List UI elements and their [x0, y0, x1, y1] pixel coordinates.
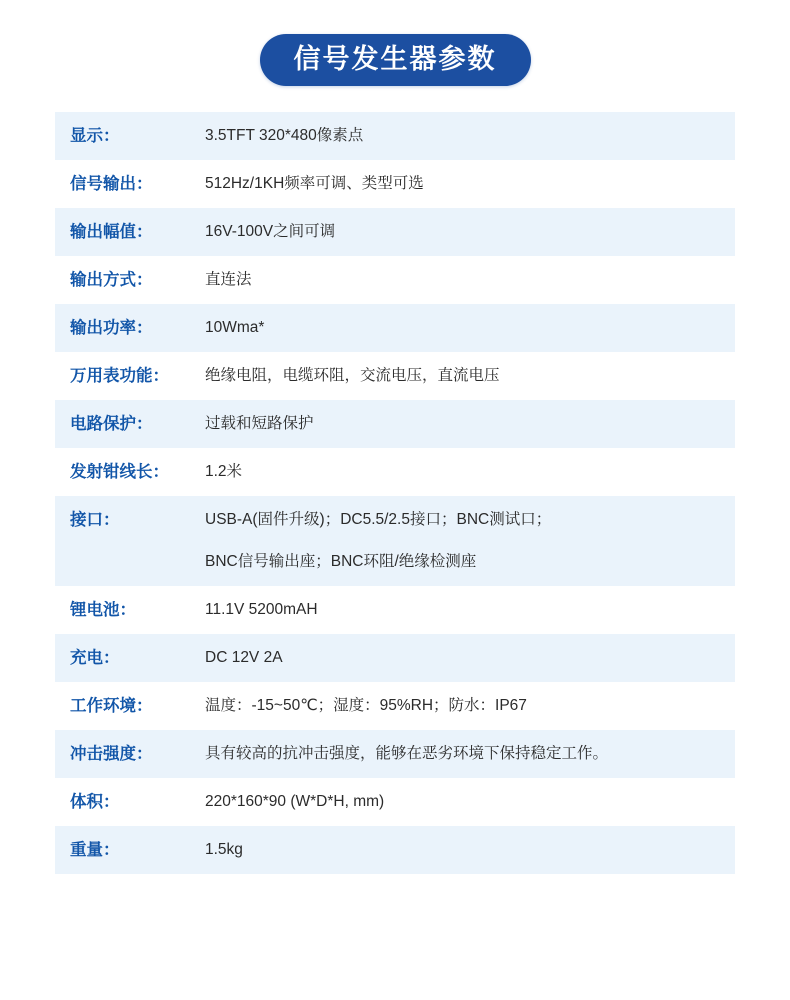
spec-value: [205, 208, 735, 256]
table-row: [55, 496, 735, 586]
spec-label: 万用表功能：: [70, 367, 169, 386]
spec-value-line: 温度：-15~50℃；湿度：95%RH；防水：IP67: [205, 697, 527, 715]
spec-value: [205, 826, 735, 874]
spec-value-line: 220*160*90 (W*D*H, mm): [205, 793, 385, 811]
spec-label: 工作环境：: [70, 697, 153, 716]
spec-value: [205, 160, 735, 208]
table-row: [55, 400, 735, 448]
spec-value-line: 10Wma*: [205, 319, 265, 337]
spec-label: 重量：: [70, 841, 120, 860]
spec-label: 信号输出：: [70, 175, 153, 194]
spec-value: [205, 400, 735, 448]
spec-value: [205, 634, 735, 682]
spec-label: 输出幅值：: [70, 223, 153, 242]
table-row: [55, 112, 735, 160]
table-row: [55, 634, 735, 682]
spec-value-line: DC 12V 2A: [205, 649, 283, 667]
spec-value-line: 3.5TFT 320*480像素点: [205, 127, 364, 145]
spec-value: [205, 448, 735, 496]
spec-value-line-2: BNC信号输出座；BNC环阻/绝缘检测座: [205, 553, 477, 571]
spec-label: 冲击强度：: [70, 745, 153, 764]
spec-value: [205, 730, 735, 778]
spec-label: 发射钳线长：: [70, 463, 169, 482]
spec-label: 充电：: [70, 649, 120, 668]
table-row: [55, 448, 735, 496]
spec-value-line: 11.1V 5200mAH: [205, 601, 318, 619]
spec-value-line: USB-A(固件升级)；DC5.5/2.5接口；BNC测试口；: [205, 511, 552, 529]
page-title-container: [0, 0, 790, 86]
spec-value-line: 具有较高的抗冲击强度，能够在恶劣环境下保持稳定工作。: [205, 745, 609, 763]
spec-value-line: 16V-100V之间可调: [205, 223, 336, 241]
table-row: [55, 730, 735, 778]
table-row: [55, 352, 735, 400]
spec-label: 输出方式：: [70, 271, 153, 290]
spec-label: 电路保护：: [70, 415, 153, 434]
spec-value-line: 过载和短路保护: [205, 415, 314, 433]
spec-value-line: 512Hz/1KH频率可调、类型可选: [205, 175, 424, 193]
table-row: [55, 304, 735, 352]
spec-value: [205, 112, 735, 160]
spec-value: [205, 352, 735, 400]
spec-label: 体积：: [70, 793, 120, 812]
spec-value: [205, 682, 735, 730]
spec-value-line: 1.2米: [205, 463, 243, 481]
spec-value: [205, 778, 735, 826]
table-row: [55, 778, 735, 826]
spec-value-line: 绝缘电阻，电缆环阻，交流电压，直流电压: [205, 367, 500, 385]
table-row: [55, 256, 735, 304]
spec-value-line: 1.5kg: [205, 841, 243, 859]
specification-table: [55, 112, 735, 874]
spec-label: 输出功率：: [70, 319, 153, 338]
spec-value: [205, 256, 735, 304]
table-row: [55, 208, 735, 256]
table-row: [55, 160, 735, 208]
spec-label: 锂电池：: [70, 601, 136, 620]
spec-value: [205, 304, 735, 352]
spec-value: [205, 586, 735, 634]
spec-value-line: 直连法: [205, 271, 252, 289]
page-title: 信号发生器参数: [260, 34, 531, 86]
table-row: [55, 682, 735, 730]
spec-label: 显示：: [70, 127, 120, 146]
table-row: [55, 826, 735, 874]
table-row: [55, 586, 735, 634]
spec-label: 接口：: [70, 511, 120, 530]
spec-value: [205, 496, 735, 586]
